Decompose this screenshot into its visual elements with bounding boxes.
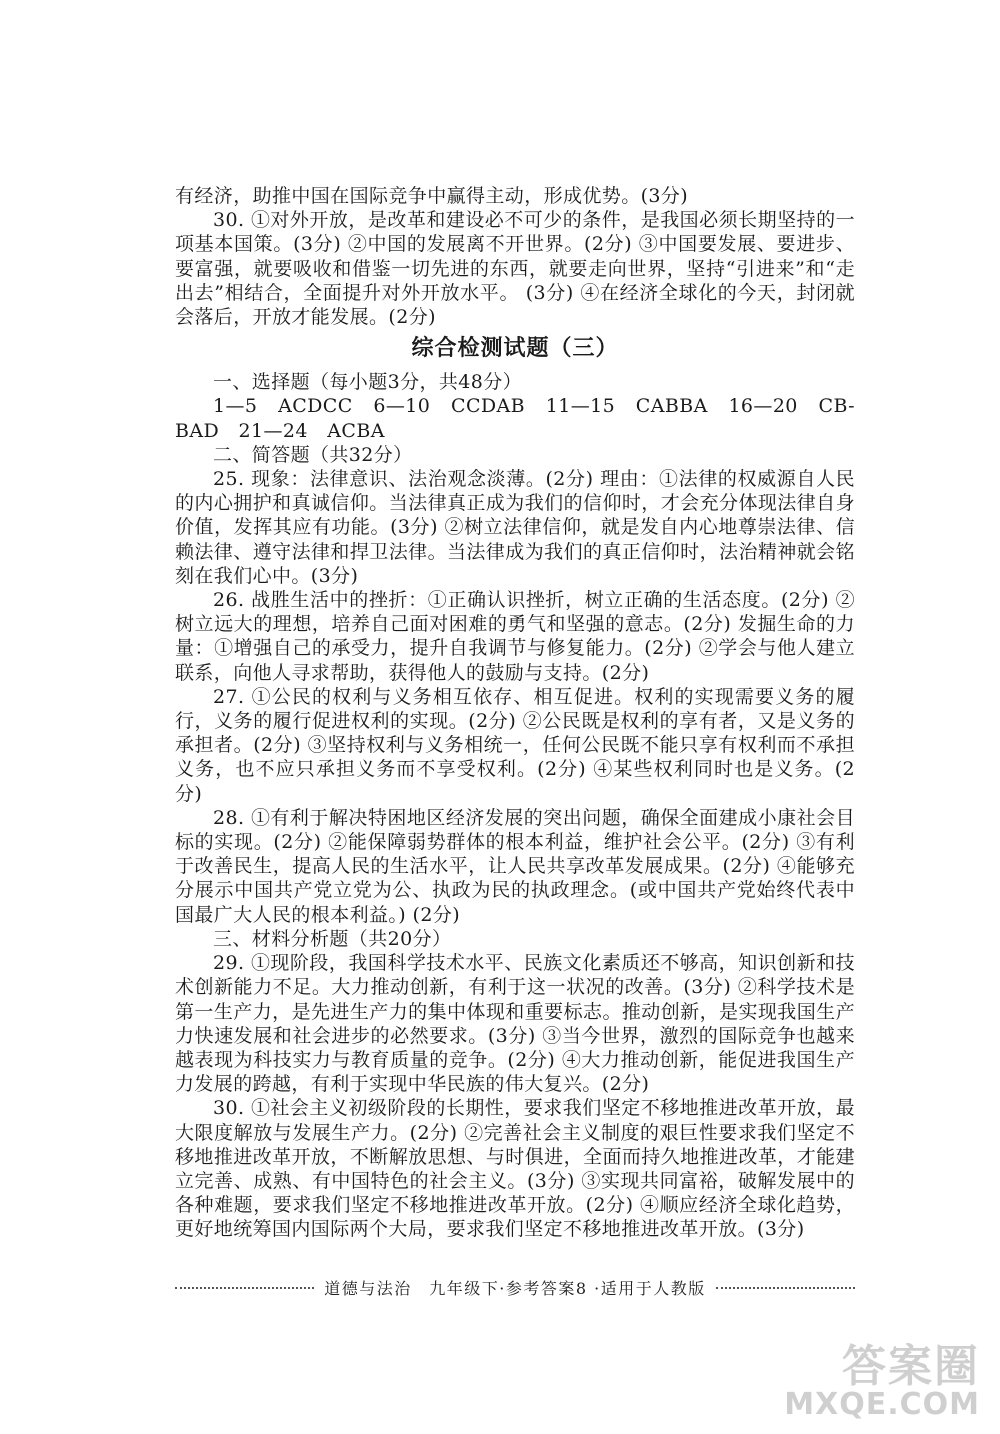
answer-item-28: 28. ①有利于解决特困地区经济发展的突出问题，确保全面建成小康社会目标的实现。(2分) ②能保障弱势群体的根本利益，维护社会公平。(2分) ③有利于改善民生，提高人民的生活水平，让人民共享改革发展成果。(2分) ④能够充分展示中国共产党立党为公、执政为民的执政理念。(或中国共产党始终代表中国最广大人民的根本利益。) (2分): [175, 806, 855, 926]
paragraph-continuation: 有经济，助推中国在国际竞争中赢得主动，形成优势。(3分): [175, 185, 689, 207]
answer-item-29: 29. ①现阶段，我国科学技术水平、民族文化素质还不够高，知识创新和技术创新能力不足。大力推动创新，有利于这一状况的改善。(3分) ②科学技术是第一生产力，是先进生产力的集中体现和重要标志。推动创新，是实现我国生产力快速发展和社会进步的必然要求。(3分) ③当今世界，激烈的国际竞争也越来越表现为科技实力与教育质量的竞争。(2分) ④大力推动创新，能促进我国生产力发展的跨越，有利于实现中华民族的伟大复兴。(2分): [175, 952, 855, 1096]
answer-item-30-previous: 30. ①对外开放，是改革和建设必不可少的条件，是我国必须长期坚持的一项基本国策。(3分) ②中国的发展离不开世界。(2分) ③中国要发展、要进步、要富强，就要吸收和借鉴一切先进的东西，就要走向世界，坚持“引进来”和“走出去”相结合，全面提升对外开放水平。 (3分) ④在经济全球化的今天，封闭就会落后，开放才能发展。(2分): [175, 209, 855, 329]
footer-text: 道德与法治 九年级下·参考答案8 ·适用于人教版: [324, 1278, 706, 1298]
answer-item-30: 30. ①社会主义初级阶段的长期性，要求我们坚定不移地推进改革开放，最大限度解放与发展生产力。(2分) ②完善社会主义制度的艰巨性要求我们坚定不移地推进改革开放，不断解放思想、与时俱进，全面而持久地推进改革，才能建立完善、成熟、有中国特色的社会主义。(3分) ③实现共同富裕，破解发展中的各种难题，要求我们坚定不移地推进改革开放。(2分) ④顺应经济全球化趋势，更好地统筹国内国际两个大局，要求我们坚定不移地推进改革开放。(3分): [175, 1097, 855, 1241]
watermark-url: MXQE.COM: [784, 1387, 980, 1422]
part1-heading: 一、选择题（每小题3分，共48分）: [213, 371, 523, 394]
footer-divider-left: [175, 1287, 314, 1289]
footer-divider-right: [716, 1287, 855, 1289]
page-footer: [175, 1274, 855, 1300]
answer-item-27: 27. ①公民的权利与义务相互依存、相互促进。权利的实现需要义务的履行，义务的履行促进权利的实现。(2分) ②公民既是权利的享有者，又是义务的承担者。(2分) ③坚持权利与义务相统一，任何公民既不能只享有权利而不承担义务，也不应只承担义务而不享受权利。(2分) ④某些权利同时也是义务。(2分): [175, 685, 855, 805]
watermark-logo: 答案圈: [842, 1341, 980, 1392]
part2-heading: 二、简答题（共32分）: [213, 443, 413, 466]
answer-item-26: 26. 战胜生活中的挫折：①正确认识挫折，树立正确的生活态度。(2分) ②树立远大的理想，培养自己面对困难的勇气和坚强的意志。(2分) 发掘生命的力量：①增强自己的承受力，提升自我调节与修复能力。(2分) ②学会与他人建立联系，向他人寻求帮助，获得他人的鼓励与支持。(2分): [175, 589, 855, 684]
answer-item-25: 25. 现象：法律意识、法治观念淡薄。(2分) 理由：①法律的权威源自人民的内心拥护和真诚信仰。当法律真正成为我们的信仰时，才会充分体现法律自身价值，发挥其应有功能。(3分) ②树立法律信仰，就是发自内心地尊崇法律、信赖法律、遵守法律和捍卫法律。当法律成为我们的真正信仰时，法治精神就会铭刻在我们心中。(3分): [175, 468, 855, 587]
choice-answers: 1—5 ACDCC 6—10 CCDAB 11—15 CABBA 16—20 CB-BAD 21—24 ACBA: [175, 395, 855, 442]
part3-heading: 三、材料分析题（共20分）: [213, 927, 452, 950]
answer-content: [175, 184, 855, 1242]
section-title: 综合检测试题（三）: [411, 336, 619, 362]
watermark: [784, 1330, 980, 1422]
